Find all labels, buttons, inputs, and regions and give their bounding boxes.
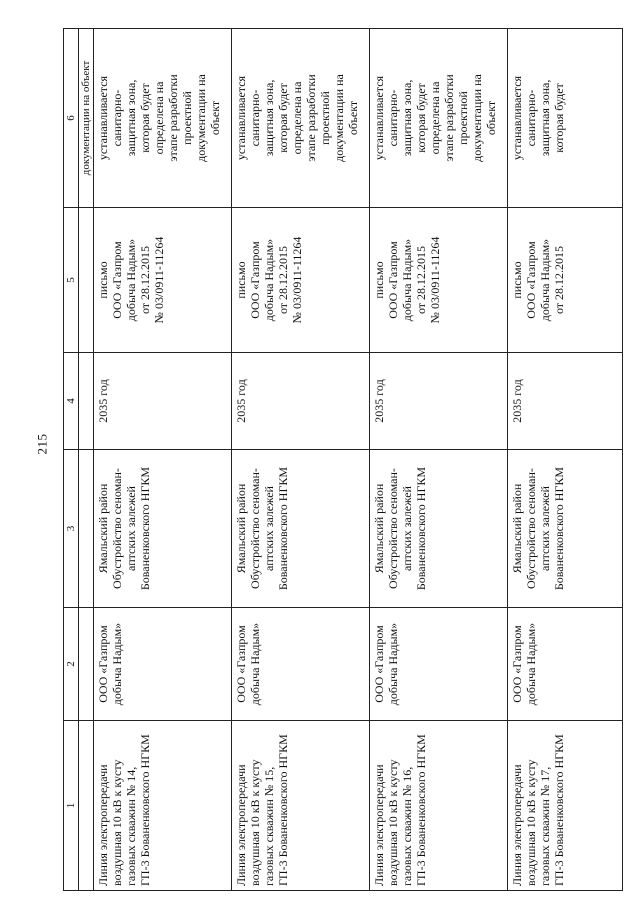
object-name-cell: Линия электропередачи воздушная 10 кВ к кусту газовых скважин № 15, ГП-3 Бованенковского НГКМ — [232, 721, 370, 891]
location-cell: Ямальский район Обустройство сеноман- аптских залежей Бованенковского НГКМ — [369, 450, 507, 608]
basis-cell: письмо ООО «Газпром добыча Надым» от 28.12.2015 № 03/0911-11264 — [232, 208, 370, 353]
table-cell — [79, 208, 94, 353]
column-number: 4 — [64, 353, 79, 450]
year-cell: 2035 год — [507, 353, 622, 450]
object-name-cell: Линия электропередачи воздушная 10 кВ к кусту газовых скважин № 16, ГП-3 Бованенковского НГКМ — [369, 721, 507, 891]
object-name-cell: Линия электропередачи воздушная 10 кВ к кусту газовых скважин № 14, ГП-3 Бованенковского НГКМ — [94, 721, 232, 891]
location-cell: Ямальский район Обустройство сеноман- аптских залежей Бованенковского НГКМ — [232, 450, 370, 608]
customer-cell: ООО «Газпром добыча Надым» — [232, 608, 370, 721]
table-row — [507, 29, 622, 891]
location-cell: Ямальский район Обустройство сеноман- аптских залежей Бованенковского НГКМ — [507, 450, 622, 608]
basis-cell: письмо ООО «Газпром добыча Надым» от 28.12.2015 — [507, 208, 622, 353]
year-cell: 2035 год — [369, 353, 507, 450]
table-cell — [79, 353, 94, 450]
page-number: 215 — [34, 433, 50, 455]
zone-cell: устанавливается санитарно- защитная зона, которая будет определена на этапе разработки проектной документации на объект — [94, 29, 232, 208]
rotated-table-container — [63, 29, 623, 891]
table-row — [232, 29, 370, 891]
column-number: 5 — [64, 208, 79, 353]
objects-table — [63, 28, 623, 891]
column-number: 3 — [64, 450, 79, 608]
table-cell — [79, 608, 94, 721]
zone-cell: устанавливается санитарно- защитная зона, которая будет определена на этапе разработки проектной документации на объект — [369, 29, 507, 208]
basis-cell: письмо ООО «Газпром добыча Надым» от 28.12.2015 № 03/0911-11264 — [94, 208, 232, 353]
table-cell — [79, 721, 94, 891]
column-number: 6 — [64, 29, 79, 208]
zone-cell: устанавливается санитарно- защитная зона, которая будет — [507, 29, 622, 208]
location-cell: Ямальский район Обустройство сеноман- аптских залежей Бованенковского НГКМ — [94, 450, 232, 608]
year-cell: 2035 год — [232, 353, 370, 450]
basis-cell: письмо ООО «Газпром добыча Надым» от 28.12.2015 № 03/0911-11264 — [369, 208, 507, 353]
column-number: 1 — [64, 721, 79, 891]
continuation-row — [79, 29, 94, 891]
object-name-cell: Линия электропередачи воздушная 10 кВ к кусту газовых скважин № 17, ГП-3 Бованенковского НГКМ — [507, 721, 622, 891]
zone-cell: устанавливается санитарно- защитная зона, которая будет определена на этапе разработки проектной документации на объект — [232, 29, 370, 208]
table-cell — [79, 450, 94, 608]
table-row — [94, 29, 232, 891]
year-cell: 2035 год — [94, 353, 232, 450]
customer-cell: ООО «Газпром добыча Надым» — [507, 608, 622, 721]
table-row — [369, 29, 507, 891]
table-header-row — [64, 29, 79, 891]
column-number: 2 — [64, 608, 79, 721]
customer-cell: ООО «Газпром добыча Надым» — [94, 608, 232, 721]
continuation-text: документации на объект — [79, 29, 94, 208]
customer-cell: ООО «Газпром добыча Надым» — [369, 608, 507, 721]
